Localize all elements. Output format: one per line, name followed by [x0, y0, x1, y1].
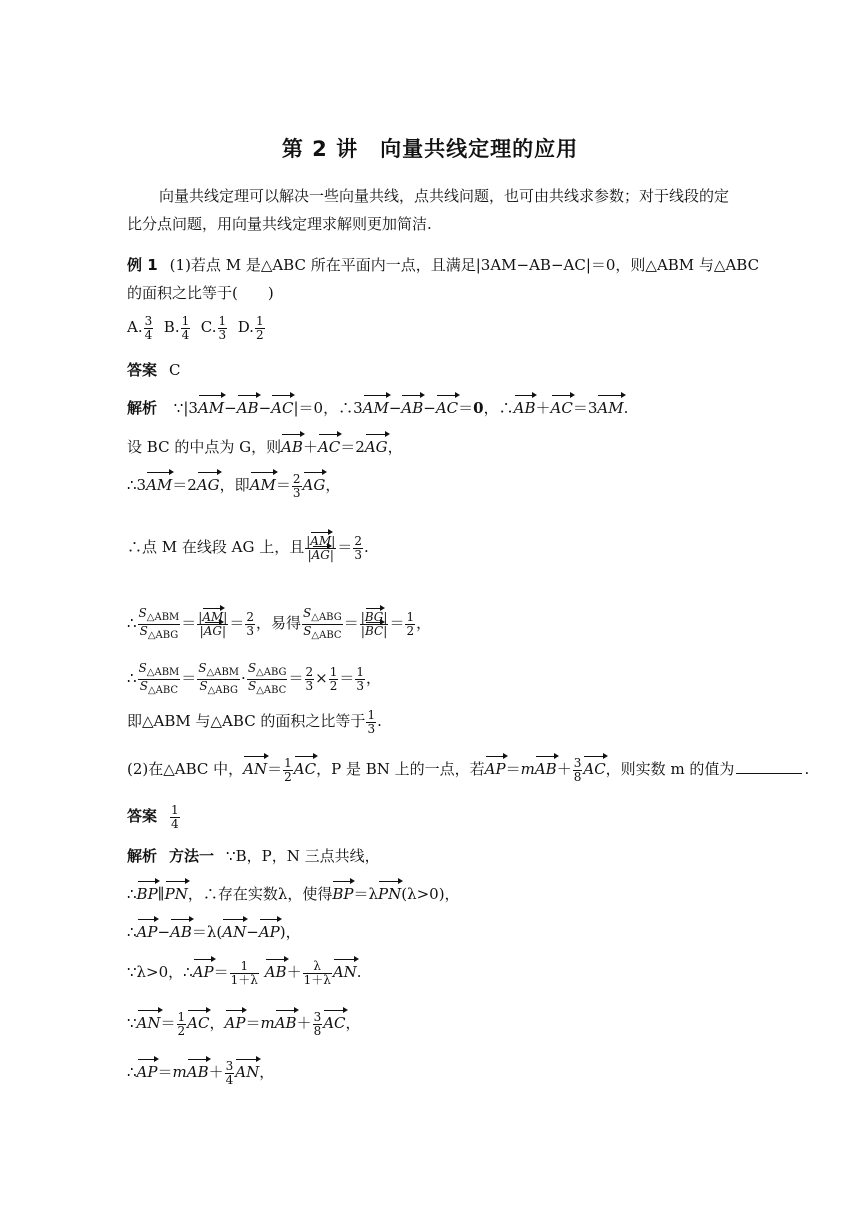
solution-1-line-2: 设 BC 的中点为 G，则AB＋AC＝2AG，	[127, 438, 403, 456]
solution-1-line-3: ∴3AM＝2AG，即AM＝ $\frac{2}{3}$ AG，	[127, 472, 341, 500]
answer-blank	[736, 773, 802, 774]
example-1-question	[127, 255, 759, 275]
page-title: 第 2 讲 向量共线定理的应用	[281, 137, 579, 161]
intro-line-2: 比分点问题，用向量共线定理求解则更加简洁.	[127, 215, 432, 233]
answer-2: 答案 $\frac{1}{4}$	[127, 803, 179, 831]
question-1-line-2: 的面积之比等于( )	[127, 284, 274, 302]
solution-2-line-3: ∴AP−AB＝λ(AN−AP)，	[127, 923, 301, 941]
question-1-line-1: (1)若点 M 是△ABC 所在平面内一点，且满足|3AM−AB−AC|＝0，则△ABM 与△ABC	[169, 256, 760, 274]
answer-2-value: $\frac{1}{4}$	[171, 803, 179, 831]
solution-2-line-4: ∵λ>0，∴AP＝ $\frac{1}{1+\lambda}$ AB＋ $\frac{\lambda}{1+\lambda}$ AN.	[127, 959, 362, 987]
solution-1-line-4: ∴点 M 在线段 AG 上，且 $\frac{|AM|}{|AG|}$ ＝ $\frac{2}{3}$ .	[127, 534, 369, 562]
solution-2-line-1: 解析 方法一 ∵B，P，N 三点共线，	[127, 847, 380, 865]
solution-2-line-6: ∴AP＝mAB＋ $\frac{3}{4}$ AN，	[127, 1059, 275, 1087]
solution-1-line-1: 解析 ∵|3AM−AB−AC|＝0，∴3AM−AB−AC＝0，∴AB＋AC＝3AM.	[127, 399, 629, 417]
answer-1-value: C	[169, 361, 181, 379]
solution-2-line-5: ∵AN＝ $\frac{1}{2}$ AC，AP＝mAB＋ $\frac{3}{8}$ AC，	[127, 1010, 361, 1038]
solution-1-line-7: 即△ABM 与△ABC 的面积之比等于 $\frac{1}{3}$ .	[127, 708, 382, 736]
intro-line-1: 向量共线定理可以解决一些向量共线，点共线问题，也可由共线求参数；对于线段的定	[159, 187, 730, 205]
answer-1: 答案 C	[127, 361, 181, 379]
example-label: 例 1	[127, 256, 158, 274]
solution-2-line-2: ∴BP∥PN，∴存在实数λ，使得BP＝λPN(λ>0)，	[127, 885, 460, 903]
question-2: (2)在△ABC 中，AN＝ $\frac{1}{2}$ AC，P 是 BN 上的一点，若AP＝mAB＋ $\frac{3}{8}$ AC，则实数 m 的值为 .	[127, 756, 810, 784]
solution-1-line-6: ∴ $\frac{S_{\triangle ABM}}{S_{\triangle ABC}}$ ＝ $\frac{S_{\triangle ABM}}{S_{\triangle ABG}}$ · $\frac{S_{\triangle ABG}}{S_{\triangle ABC}}$ ＝ $\frac{2}{3}$ × $\frac{1}{2}$ ＝ $\frac{1}{3}$ ，	[127, 661, 382, 696]
answer-options: A. $\frac{3}{4}$ B. $\frac{1}{4}$ C. $\frac{1}{3}$ D. $\frac{1}{2}$	[127, 314, 264, 342]
solution-1-line-5: ∴ $\frac{S_{\triangle ABM}}{S_{\triangle ABG}}$ ＝ $\frac{|AM|}{|AG|}$ ＝ $\frac{2}{3}$ ，易得 $\frac{S_{\triangle ABG}}{S_{\triangle ABC}}$ ＝ $\frac{|BG|}{|BC|}$ ＝ $\frac{1}{2}$ ，	[127, 606, 432, 641]
